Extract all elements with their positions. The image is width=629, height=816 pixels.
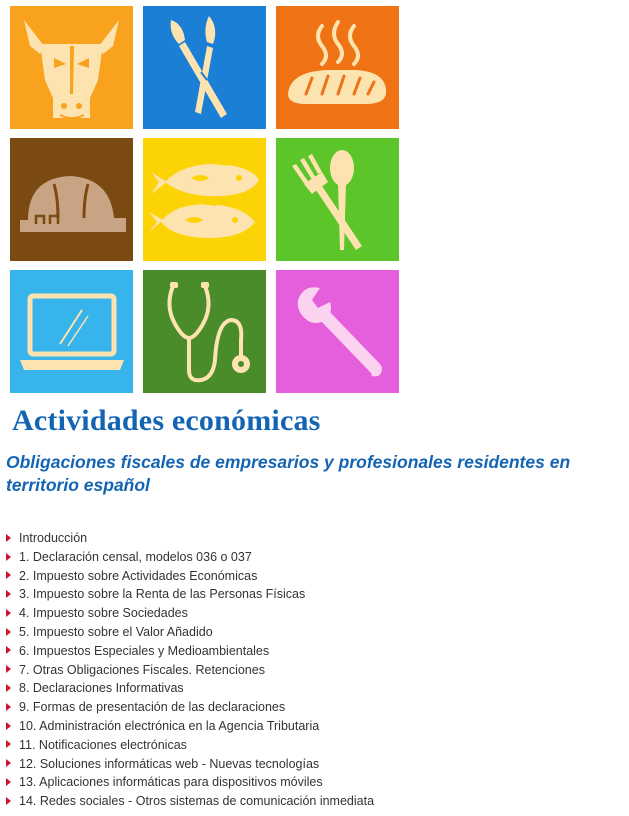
topics-menu [6,529,374,811]
menu-link[interactable]: 10. Administración electrónica en la Agencia Tributaria [19,718,320,733]
list-item [6,792,374,811]
menu-link[interactable]: 6. Impuestos Especiales y Medioambientales [19,643,270,658]
menu-link[interactable]: 4. Impuesto sobre Sociedades [19,606,188,621]
cow-icon [10,6,133,129]
bullet-arrow-icon [6,759,11,767]
fork-spoon-icon [276,138,399,261]
menu-link[interactable]: 3. Impuesto sobre la Renta de las Personas Físicas [19,587,306,602]
menu-link[interactable]: 7. Otras Obligaciones Fiscales. Retenciones [19,662,265,677]
tile-bakery [276,6,399,129]
menu-link[interactable]: 1. Declaración censal, modelos 036 o 037 [19,549,252,564]
fish-icon [143,138,266,261]
tile-technology [10,270,133,393]
stethoscope-icon [143,270,266,393]
bullet-arrow-icon [6,797,11,805]
activity-tiles [10,6,400,394]
menu-link[interactable]: 5. Impuesto sobre el Valor Añadido [19,624,213,639]
bullet-arrow-icon [6,703,11,711]
menu-link[interactable]: Introducción [19,531,88,545]
tile-background [143,138,266,261]
tile-construction [10,138,133,261]
bullet-arrow-icon [6,609,11,617]
page-title: Actividades económicas [12,404,321,437]
menu-link[interactable]: 9. Formas de presentación de las declaraciones [19,700,286,715]
list-item [6,698,374,717]
menu-link[interactable]: 13. Aplicaciones informáticas para dispositivos móviles [19,775,323,790]
bullet-arrow-icon [6,665,11,673]
list-item [6,642,374,661]
menu-link[interactable]: 12. Soluciones informáticas web - Nuevas tecnologías [19,756,320,771]
menu-link[interactable]: 8. Declaraciones Informativas [19,681,184,696]
hard-hat-icon [10,138,133,261]
list-item [6,604,374,623]
menu-link[interactable]: 11. Notificaciones electrónicas [19,737,187,752]
list-item [6,567,374,586]
menu-link[interactable]: 14. Redes sociales - Otros sistemas de comunicación inmediata [19,794,375,809]
list-item [6,717,374,736]
list-item [6,548,374,567]
bullet-arrow-icon [6,740,11,748]
bullet-arrow-icon [6,553,11,561]
bullet-arrow-icon [6,722,11,730]
bullet-arrow-icon [6,590,11,598]
bullet-arrow-icon [6,646,11,654]
paintbrushes-icon [143,6,266,129]
list-item [6,661,374,680]
list-item [6,585,374,604]
laptop-icon [10,270,133,393]
tile-arts [143,6,266,129]
list-item [6,736,374,755]
bullet-arrow-icon [6,684,11,692]
tile-restaurant [276,138,399,261]
tile-fishing [143,138,266,261]
tile-health [143,270,266,393]
menu-link[interactable]: 2. Impuesto sobre Actividades Económicas [19,568,258,583]
bullet-arrow-icon [6,571,11,579]
wrench-icon [276,270,399,393]
list-item [6,773,374,792]
bullet-arrow-icon [6,778,11,786]
tile-livestock [10,6,133,129]
list-item [6,623,374,642]
bread-icon [276,6,399,129]
tile-services [276,270,399,393]
list-item [6,529,374,548]
list-item [6,679,374,698]
page-subtitle: Obligaciones fiscales de empresarios y profesionales residentes en territorio español [6,452,571,495]
bullet-arrow-icon [6,628,11,636]
list-item [6,755,374,774]
bullet-arrow-icon [6,534,11,542]
